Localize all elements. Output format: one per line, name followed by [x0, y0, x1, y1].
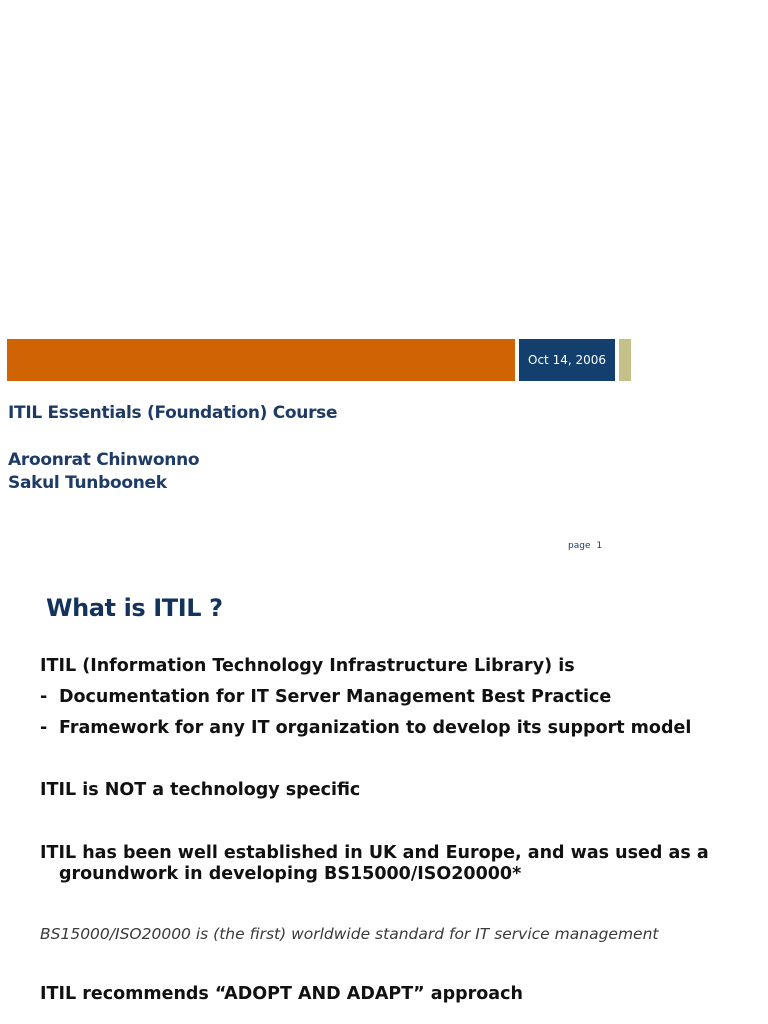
established-text-line2: groundwork in developing BS15000/ISO20000*	[59, 864, 522, 884]
bullet-marker: -	[40, 687, 48, 707]
author-name: Sakul Tunboonek	[8, 473, 167, 493]
bullet-marker: -	[40, 718, 48, 738]
page-label: page	[568, 541, 591, 551]
course-title: ITIL Essentials (Foundation) Course	[8, 403, 338, 423]
bullet-text: Documentation for IT Server Management Best Practice	[59, 687, 612, 707]
slide-heading: What is ITIL ?	[46, 594, 223, 622]
date-box	[519, 339, 615, 381]
slide-date: Oct 14, 2006	[528, 353, 606, 367]
list-item	[40, 687, 611, 707]
orange-header-bar	[7, 339, 515, 381]
page-indicator	[568, 541, 602, 551]
page-number: 1	[596, 541, 603, 551]
bullet-text: Framework for any IT organization to develop its support model	[59, 718, 692, 738]
established-text-line1: ITIL has been well established in UK and Europe, and was used as a	[40, 843, 709, 863]
list-item	[40, 718, 691, 738]
not-technology-text: ITIL is NOT a technology specific	[40, 780, 361, 800]
author-name: Aroonrat Chinwonno	[8, 450, 200, 470]
standard-footnote: BS15000/ISO20000 is (the first) worldwide standard for IT service management	[40, 925, 659, 943]
olive-accent-bar	[619, 339, 631, 381]
intro-text: ITIL (Information Technology Infrastructure Library) is	[40, 656, 575, 676]
recommends-text: ITIL recommends “ADOPT AND ADAPT” approach	[40, 984, 523, 1004]
